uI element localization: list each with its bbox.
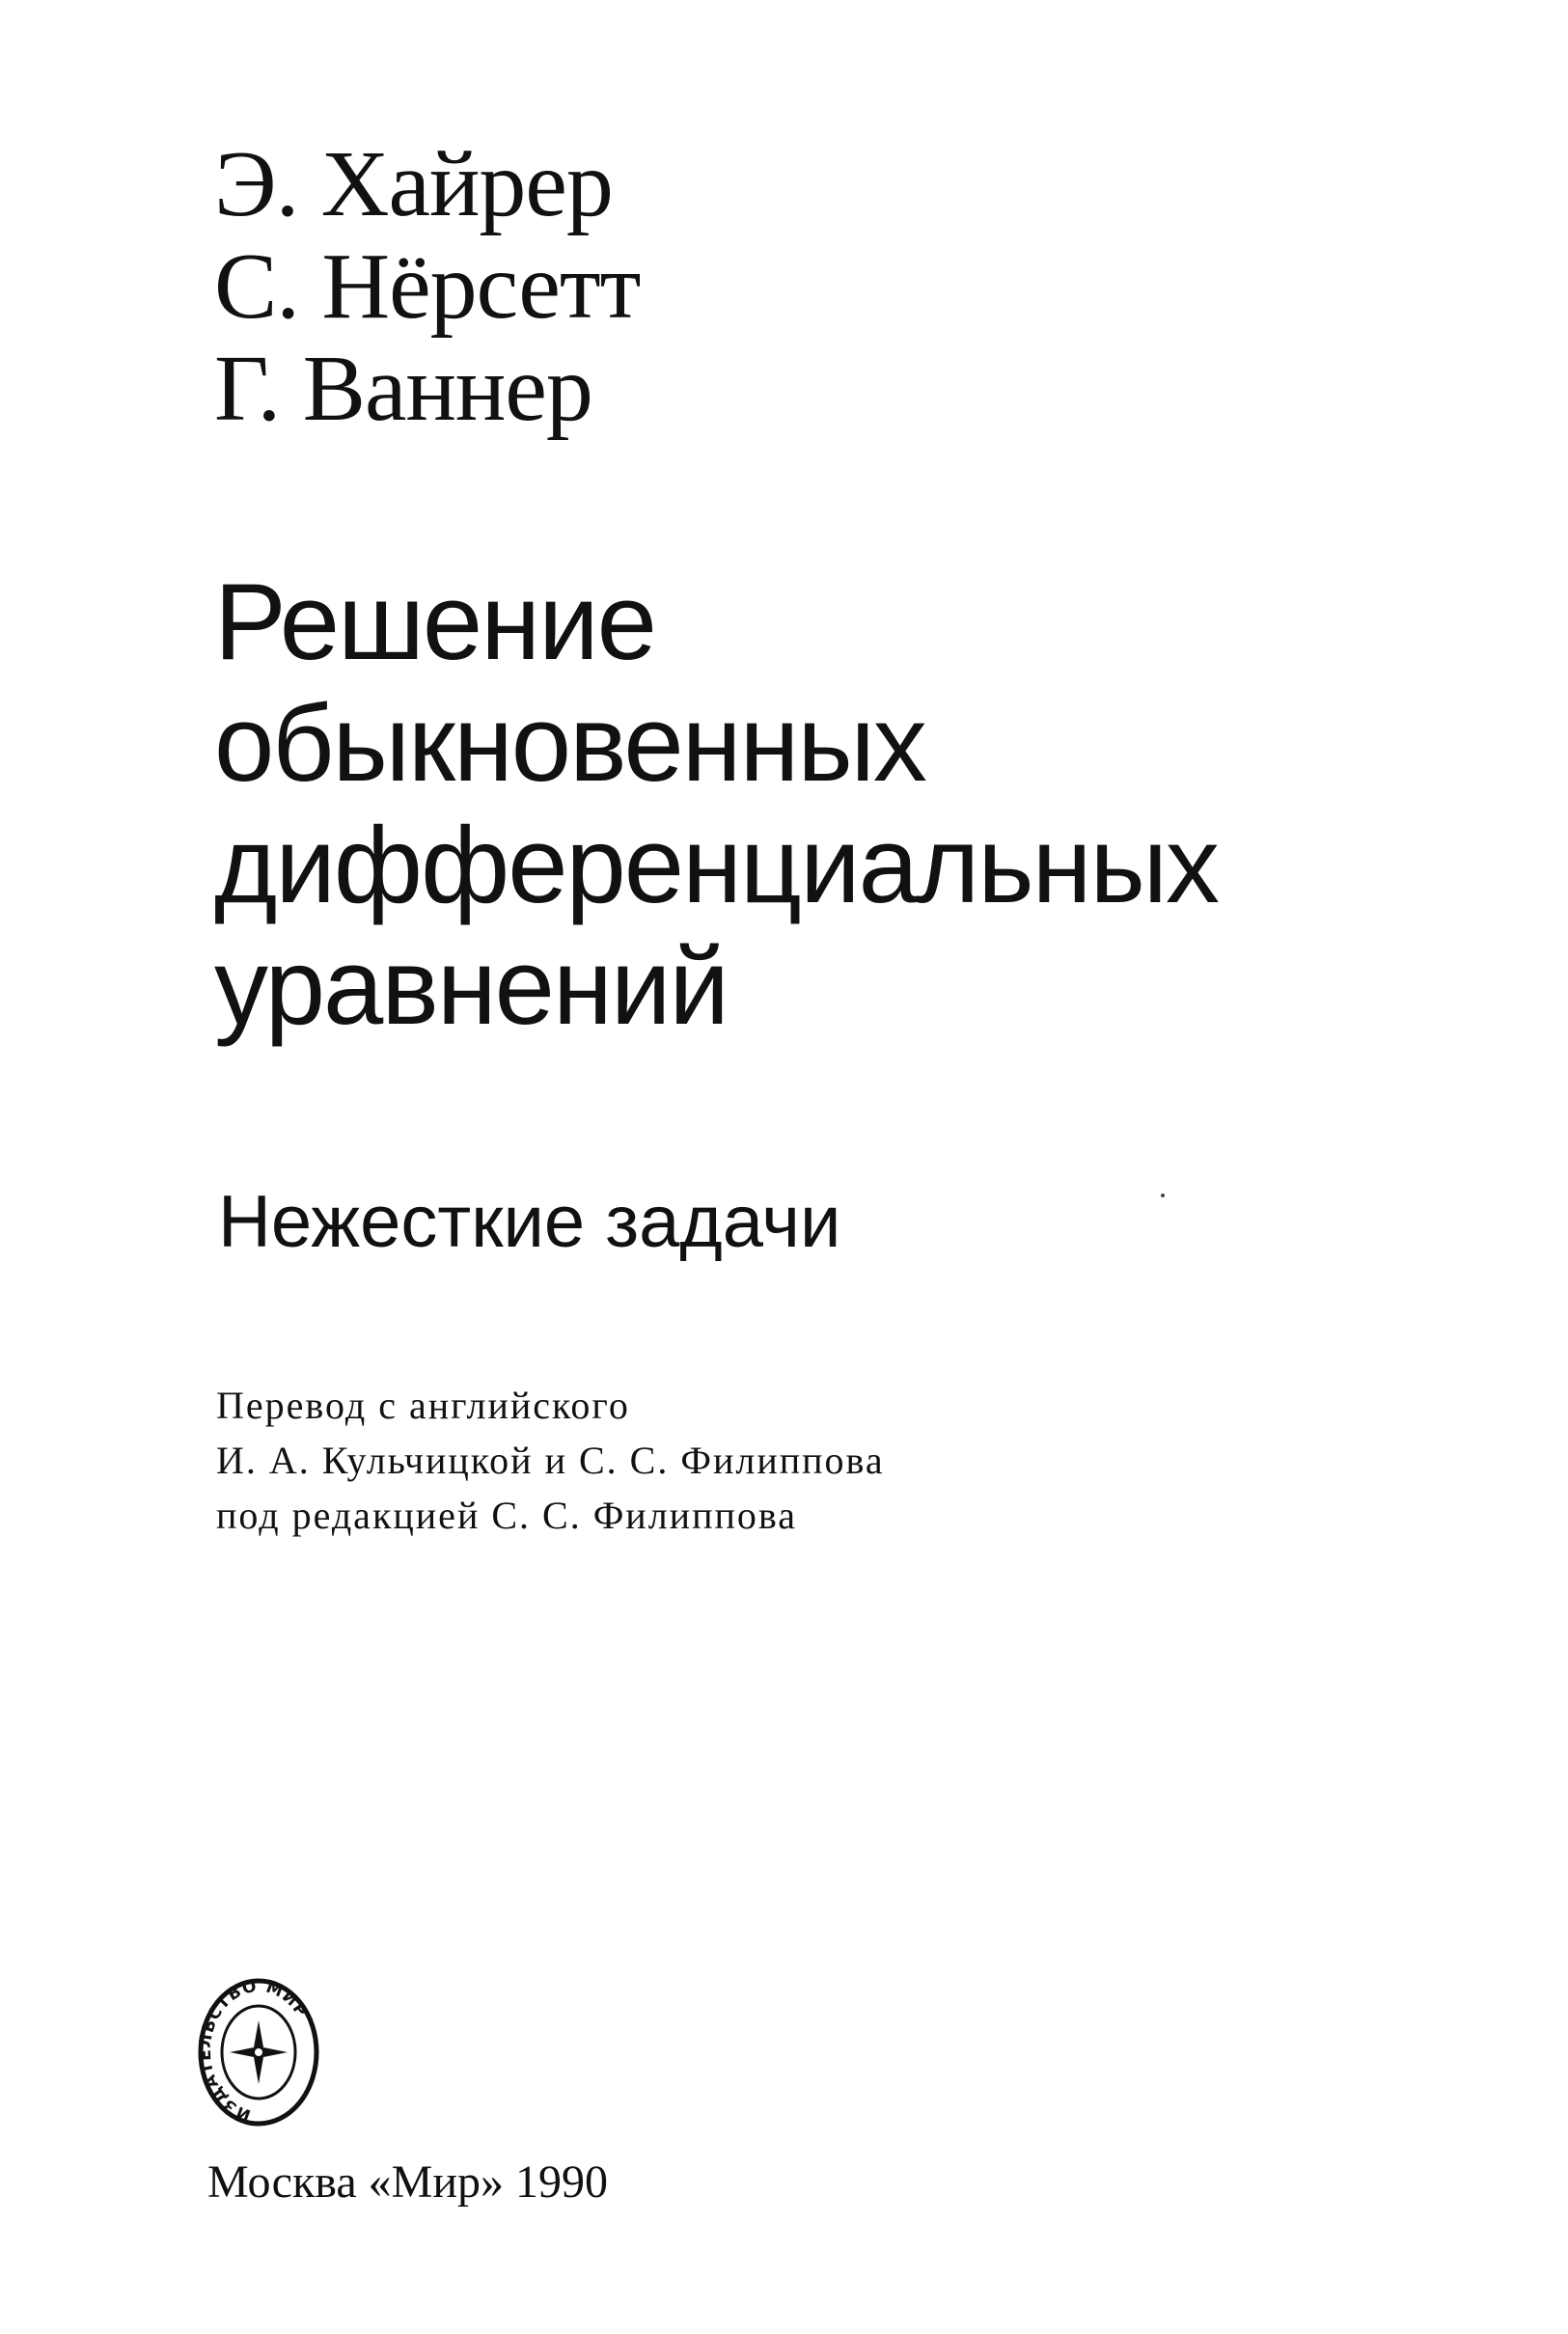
credits-line: Перевод с английского xyxy=(216,1384,630,1427)
author-name: С. Нёрсетт xyxy=(214,234,641,339)
imprint-line: Москва «Мир» 1990 xyxy=(207,2156,609,2208)
publisher-emblem-icon xyxy=(198,1976,319,2128)
book-subtitle: Нежесткие задачи xyxy=(218,1181,841,1263)
book-title-line: уравнений xyxy=(214,926,728,1047)
book-title xyxy=(214,562,1218,1048)
print-speck xyxy=(1161,1194,1165,1197)
credits-line: под редакцией С. С. Филиппова xyxy=(216,1494,798,1537)
credits-line: И. А. Кульчицкой и С. С. Филиппова xyxy=(216,1439,885,1482)
book-title-line: дифференциальных xyxy=(214,805,1218,925)
publisher-emblem-text: ИЗДАТ ЛЬСТВО МИР xyxy=(198,1976,312,2126)
author-name: Э. Хайрер xyxy=(214,132,613,236)
book-title-line: обыкновенных xyxy=(214,683,925,804)
book-title-line: Решение xyxy=(214,562,655,682)
translation-credits xyxy=(216,1378,885,1543)
author-list xyxy=(214,133,640,440)
author-name: Г. Ваннер xyxy=(214,337,592,441)
